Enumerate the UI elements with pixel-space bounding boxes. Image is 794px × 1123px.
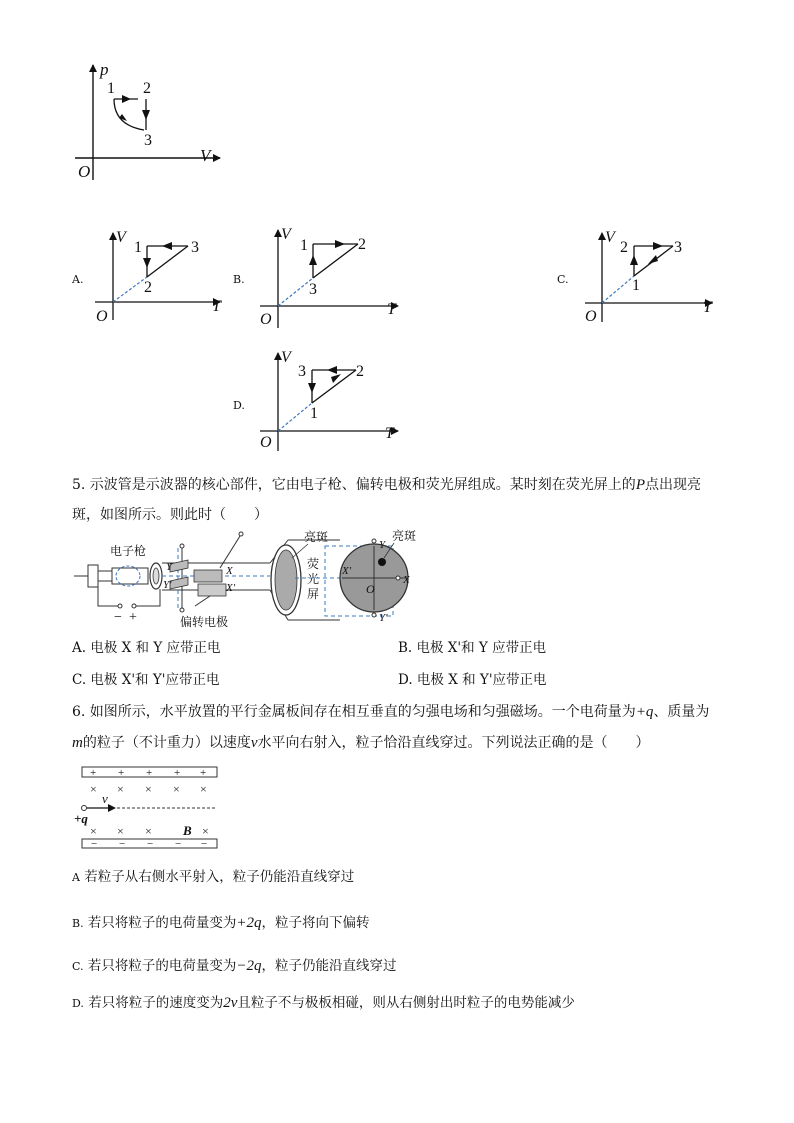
arrow-down-icon bbox=[142, 110, 150, 120]
state-label: 3 bbox=[298, 363, 306, 380]
state-label: 1 bbox=[300, 237, 308, 254]
option-letter: B. bbox=[72, 917, 84, 930]
dashed-extension bbox=[602, 276, 634, 303]
state-label: 1 bbox=[310, 405, 318, 422]
charge-label: +q bbox=[74, 811, 88, 826]
field-cross: × bbox=[90, 782, 97, 796]
option-text: 且粒子不与极板相碰，则从右侧射出时粒子的电势能减少 bbox=[237, 995, 575, 1011]
plus-sign: + bbox=[200, 767, 207, 779]
minus-sign: − bbox=[119, 838, 126, 850]
minus-sign: − bbox=[147, 838, 154, 850]
field-cross: × bbox=[200, 782, 207, 796]
state-3-label: 3 bbox=[144, 132, 152, 149]
q5-text: 点出现亮 bbox=[644, 477, 701, 493]
q6-option-d[interactable] bbox=[72, 993, 575, 1014]
option-b-graph bbox=[255, 222, 405, 332]
state-label: 2 bbox=[358, 236, 366, 253]
t-axis-label: T bbox=[703, 299, 712, 316]
option-math: +2q bbox=[236, 915, 262, 931]
v-axis-label: V bbox=[281, 226, 291, 243]
q6-stem-line-2 bbox=[72, 733, 650, 753]
option-d-graph bbox=[255, 345, 405, 455]
state-label: 1 bbox=[632, 277, 640, 294]
option-text: 若只将粒子的电荷量变为 bbox=[87, 915, 237, 931]
arrow-diagonal-icon bbox=[648, 255, 658, 264]
dashed-extension bbox=[113, 277, 147, 302]
option-d-letter: D. bbox=[233, 399, 245, 412]
state-label: 3 bbox=[674, 239, 682, 256]
q6-text: 的粒子（不计重力）以速度 bbox=[82, 735, 251, 751]
arrow-left-icon bbox=[162, 242, 172, 250]
crossed-field-diagram bbox=[70, 762, 230, 854]
field-cross: × bbox=[145, 782, 152, 796]
b-field-label: B bbox=[183, 823, 192, 838]
v-axis-label: V bbox=[116, 229, 126, 246]
mass: m bbox=[72, 735, 83, 751]
plus-sign: + bbox=[118, 767, 125, 779]
origin-label: O bbox=[78, 162, 91, 181]
t-axis-label: T bbox=[212, 298, 221, 315]
plate-x-prime bbox=[198, 584, 226, 596]
q6-option-a[interactable] bbox=[72, 867, 354, 888]
gun-label: 电子枪 bbox=[110, 544, 147, 558]
t-axis-label: T bbox=[387, 301, 396, 318]
state-2-label: 2 bbox=[143, 80, 151, 97]
screen-label: 光 bbox=[307, 572, 320, 586]
bright-spot bbox=[378, 558, 386, 566]
v-axis-label: V bbox=[605, 229, 615, 246]
state-label: 2 bbox=[144, 279, 152, 296]
point-p: P bbox=[635, 477, 645, 493]
spot-label-left: 亮斑 bbox=[304, 530, 329, 544]
particle bbox=[82, 806, 87, 811]
option-math: −2q bbox=[236, 958, 262, 974]
x-label: X bbox=[226, 565, 233, 577]
arrow-left-icon bbox=[327, 366, 337, 374]
option-text: ，粒子仍能沿直线穿过 bbox=[261, 958, 397, 974]
y-prime-label: Y' bbox=[163, 579, 172, 591]
origin-label: O bbox=[260, 311, 272, 328]
arrow-up-icon bbox=[630, 255, 638, 265]
arrow-up-icon bbox=[309, 255, 317, 265]
q5-stem-line-1 bbox=[72, 475, 701, 495]
origin-label: O bbox=[96, 308, 108, 325]
q6-option-b[interactable] bbox=[72, 913, 370, 934]
plate-y bbox=[170, 560, 188, 572]
q6-text: 水平向右射入，粒子恰沿直线穿过。下列说法正确的是（ ） bbox=[257, 735, 650, 751]
option-c-letter: C. bbox=[557, 273, 569, 286]
state-label: 3 bbox=[191, 239, 199, 256]
minus-sign: − bbox=[201, 838, 208, 850]
option-letter: C. bbox=[72, 960, 84, 973]
x-prime-label: X' bbox=[342, 565, 352, 577]
q6-text: 、质量为 bbox=[653, 704, 710, 720]
minus-terminal: − bbox=[114, 610, 122, 625]
arrow-down-icon bbox=[308, 383, 316, 393]
arrow-right-icon bbox=[653, 242, 663, 250]
field-cross: × bbox=[202, 824, 209, 838]
q5-option-c[interactable]: C. 电极 X'和 Y'应带正电 bbox=[72, 672, 220, 688]
oscilloscope-diagram bbox=[70, 528, 450, 630]
p-axis-label: p bbox=[100, 60, 109, 79]
t-axis-label: T bbox=[385, 425, 394, 442]
spot-label-right: 亮斑 bbox=[392, 529, 417, 543]
y-label: Y bbox=[166, 561, 173, 573]
velocity: v bbox=[250, 735, 258, 751]
field-cross: × bbox=[173, 782, 180, 796]
x-prime-label: X' bbox=[226, 582, 236, 594]
process-3-1 bbox=[114, 99, 144, 130]
option-b-letter: B. bbox=[233, 273, 245, 286]
v-axis-label: V bbox=[281, 349, 291, 366]
field-cross: × bbox=[145, 824, 152, 838]
q6-stem-line-1 bbox=[72, 702, 709, 722]
q6-option-c[interactable] bbox=[72, 956, 396, 977]
state-label: 2 bbox=[620, 239, 628, 256]
q5-option-a[interactable]: A. 电极 X 和 Y 应带正电 bbox=[72, 640, 221, 656]
screen-label: 屏 bbox=[307, 587, 320, 601]
origin-label: O bbox=[366, 582, 375, 596]
option-c-graph bbox=[580, 225, 720, 325]
arrow-right-icon bbox=[122, 95, 131, 103]
option-letter: D. bbox=[72, 997, 84, 1010]
dashed-extension bbox=[278, 403, 312, 431]
velocity-label: v bbox=[102, 791, 108, 806]
screen-glow bbox=[275, 550, 297, 610]
dashed-extension bbox=[278, 278, 313, 306]
charge: +q bbox=[635, 704, 654, 720]
option-text: 若只将粒子的速度变为 bbox=[88, 995, 224, 1011]
plus-sign: + bbox=[90, 767, 97, 779]
state-label: 3 bbox=[309, 281, 317, 298]
y-prime-label: Y' bbox=[379, 612, 388, 624]
minus-sign: − bbox=[175, 838, 182, 850]
field-cross: × bbox=[90, 824, 97, 838]
plus-sign: + bbox=[174, 767, 181, 779]
option-text: 若粒子从右侧水平射入，粒子仍能沿直线穿过 bbox=[84, 869, 355, 885]
origin-label: O bbox=[260, 434, 272, 451]
minus-sign: − bbox=[91, 838, 98, 850]
q5-option-d[interactable]: D. 电极 X 和 Y'应带正电 bbox=[398, 672, 547, 688]
plate-x bbox=[194, 570, 222, 582]
option-text: ，粒子将向下偏转 bbox=[261, 915, 370, 931]
option-text: 若只将粒子的电荷量变为 bbox=[87, 958, 237, 974]
field-cross: × bbox=[117, 824, 124, 838]
option-letter: A bbox=[72, 871, 80, 884]
arrow-curve-icon bbox=[119, 114, 127, 121]
gun-body bbox=[88, 565, 98, 587]
option-a-graph bbox=[90, 225, 230, 325]
q5-text: 5. 示波管是示波器的核心部件，它由电子枪、偏转电极和荧光屏组成。某时刻在荧光屏上的 bbox=[72, 477, 636, 493]
state-label: 1 bbox=[134, 239, 142, 256]
screen-label: 荧 bbox=[307, 557, 320, 571]
q6-text: 6. 如图所示，水平放置的平行金属板间存在相互垂直的匀强电场和匀强磁场。一个电荷量为 bbox=[72, 704, 636, 720]
field-cross: × bbox=[117, 782, 124, 796]
arrow-down-icon bbox=[143, 258, 151, 268]
q5-stem-line-2: 斑，如图所示。则此时（ ） bbox=[72, 507, 268, 523]
plus-terminal: + bbox=[129, 610, 137, 625]
arrow-right-icon bbox=[335, 240, 345, 248]
option-math: 2v bbox=[223, 995, 238, 1011]
pv-diagram bbox=[60, 55, 230, 185]
q5-option-b[interactable]: B. 电极 X'和 Y 应带正电 bbox=[398, 640, 547, 656]
state-label: 2 bbox=[356, 363, 364, 380]
plate-y-prime bbox=[170, 577, 188, 589]
v-axis-label: V bbox=[200, 146, 211, 165]
y-label: Y bbox=[379, 539, 386, 551]
deflector-label: 偏转电极 bbox=[180, 615, 229, 629]
velocity-arrow-icon bbox=[108, 804, 116, 812]
origin-label: O bbox=[585, 308, 597, 325]
plus-sign: + bbox=[146, 767, 153, 779]
x-label: X bbox=[403, 574, 410, 586]
state-1-label: 1 bbox=[107, 80, 115, 97]
option-a-letter: A. bbox=[72, 273, 84, 286]
